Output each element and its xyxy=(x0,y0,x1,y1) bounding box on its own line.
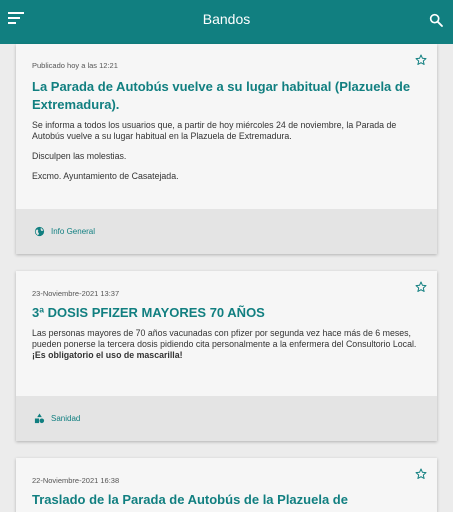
post-title[interactable]: La Parada de Autobús vuelve a su lugar habitual (Plazuela de Extremadura). xyxy=(32,79,411,112)
star-icon[interactable] xyxy=(415,468,427,480)
post-title[interactable]: Traslado de la Parada de Autobús de la Plazuela de xyxy=(32,492,348,507)
shapes-icon xyxy=(34,413,45,424)
post-body xyxy=(32,120,419,191)
category-label[interactable]: Sanidad xyxy=(51,414,81,423)
post-category-bar xyxy=(16,396,437,441)
star-icon[interactable] xyxy=(415,54,427,66)
app-bar xyxy=(0,0,453,44)
category-label[interactable]: Info General xyxy=(51,227,96,236)
post-card[interactable] xyxy=(16,271,437,441)
post-paragraph: Se informa a todos los usuarios que, a partir de hoy miércoles 24 de noviembre, la Parada de Autobús vuelve a su lugar habitual en la Plazuela de Extremadura. xyxy=(32,120,397,141)
post-category-bar xyxy=(16,209,437,254)
post-date: 22-Noviembre-2021 16:38 xyxy=(32,476,120,485)
post-paragraph: Las personas mayores de 70 años vacunadas con pfizer por segunda vez hace más de 6 meses, pueden ponerse la tercera dosis pidiendo cita personalmente a la enfermera del Consultorio Local. xyxy=(32,328,417,349)
post-body xyxy=(32,328,419,361)
post-title[interactable]: 3ª DOSIS PFIZER MAYORES 70 AÑOS xyxy=(32,305,265,320)
globe-icon xyxy=(34,226,45,237)
post-paragraph: Excmo. Ayuntamiento de Casatejada. xyxy=(32,171,179,181)
post-paragraph: Disculpen las molestias. xyxy=(32,151,127,161)
search-icon[interactable] xyxy=(428,12,444,28)
post-warning: ¡Es obligatorio el uso de mascarilla! xyxy=(32,350,183,360)
post-card[interactable] xyxy=(16,458,437,512)
post-date: Publicado hoy a las 12:21 xyxy=(32,61,118,70)
star-icon[interactable] xyxy=(415,281,427,293)
post-card[interactable] xyxy=(16,44,437,254)
post-date: 23-Noviembre-2021 13:37 xyxy=(32,289,120,298)
page-title: Bandos xyxy=(202,11,251,27)
